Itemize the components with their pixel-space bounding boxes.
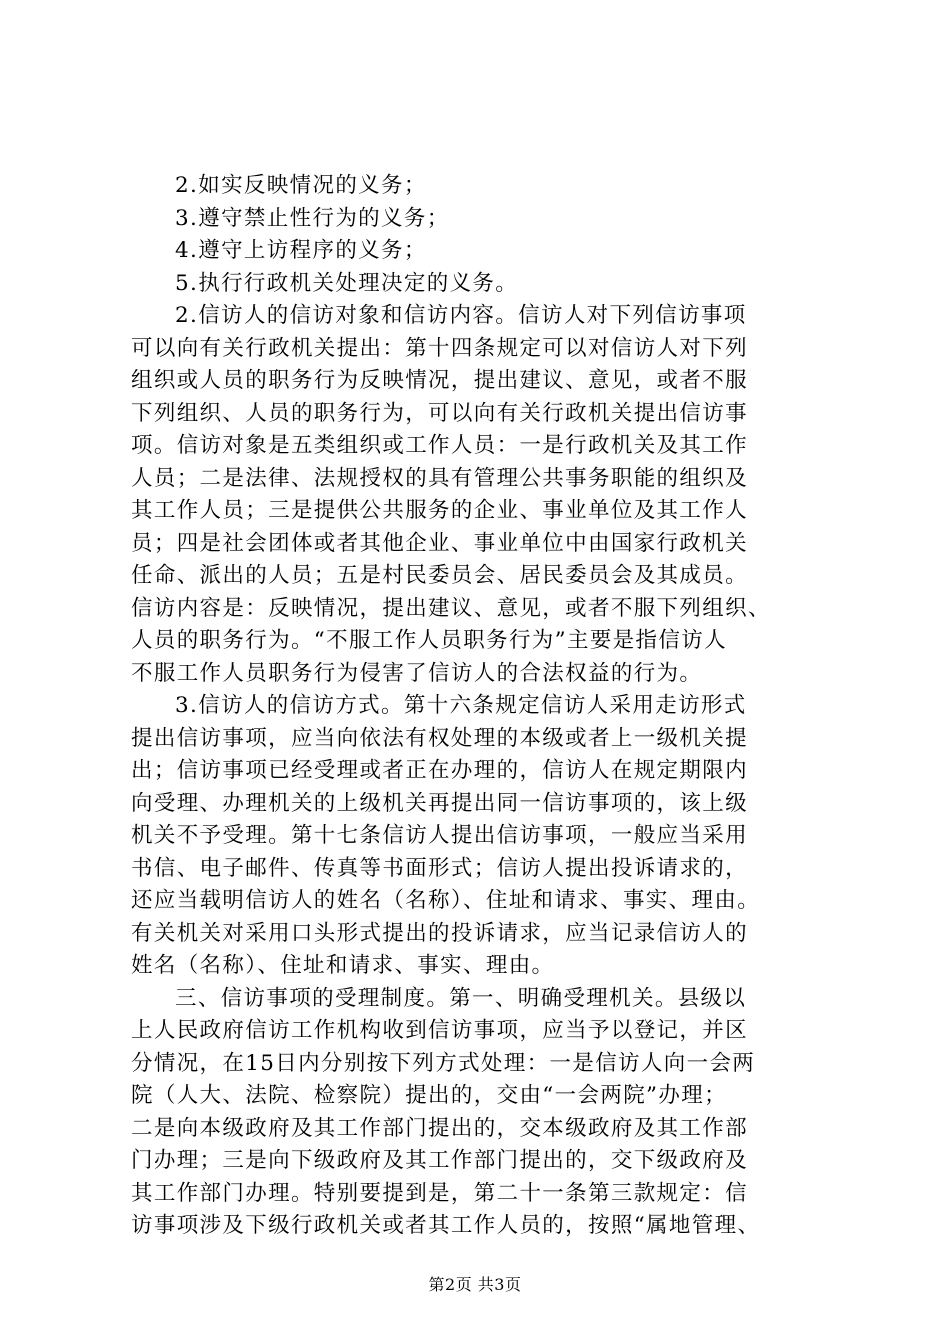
text-line: 院（人大、法院、检察院）提出的，交由“一会两院”办理；: [131, 1083, 727, 1108]
text-line: 门办理；三是向下级政府及其工作部门提出的，交下级政府及: [131, 1148, 748, 1173]
text-line: 项。信访对象是五类组织或工作人员：一是行政机关及其工作: [131, 433, 748, 458]
text-line: 组织或人员的职务行为反映情况，提出建议、意见，或者不服: [131, 368, 748, 393]
text-line: 还应当载明信访人的姓名（名称）、住址和请求、事实、理由。: [131, 888, 761, 913]
text-line: 其工作人员；三是提供公共服务的企业、事业单位及其工作人: [131, 498, 748, 523]
text-line: 有关机关对采用口头形式提出的投诉请求，应当记录信访人的: [131, 920, 748, 946]
text-line: 人员；二是法律、法规授权的具有管理公共事务职能的组织及: [131, 465, 748, 491]
document-body: [131, 170, 831, 1243]
text-line: 其工作部门办理。特别要提到是，第二十一条第三款规定：信: [131, 1180, 748, 1206]
text-line: 上人民政府信访工作机构收到信访事项，应当予以登记，并区: [131, 1018, 748, 1043]
text-line: 访事项涉及下级行政机关或者其工作人员的，按照“属地管理、: [131, 1213, 761, 1238]
text-line: 3.遵守禁止性行为的义务；: [175, 205, 450, 231]
text-line: 4.遵守上访程序的义务；: [175, 238, 427, 263]
text-line: 二是向本级政府及其工作部门提出的，交本级政府及其工作部: [131, 1115, 748, 1141]
text-line: 不服工作人员职务行为侵害了信访人的合法权益的行为。: [131, 660, 703, 686]
text-line: 三、信访事项的受理制度。第一、明确受理机关。县级以: [175, 985, 747, 1011]
text-line: 可以向有关行政机关提出：第十四条规定可以对信访人对下列: [131, 335, 748, 361]
text-line: 下列组织、人员的职务行为，可以向有关行政机关提出信访事: [131, 400, 748, 426]
text-line: 2.如实反映情况的义务；: [175, 173, 427, 198]
text-line: 5.执行行政机关处理决定的义务。: [175, 270, 519, 296]
text-line: 出；信访事项已经受理或者正在办理的，信访人在规定期限内: [131, 758, 748, 783]
text-line: 分情况，在15日内分别按下列方式处理：一是信访人向一会两: [131, 1050, 756, 1076]
page-footer: 第2页 共3页: [428, 1275, 522, 1294]
text-line: 书信、电子邮件、传真等书面形式；信访人提出投诉请求的，: [131, 855, 748, 881]
text-line: 提出信访事项，应当向依法有权处理的本级或者上一级机关提: [131, 725, 748, 751]
text-line: 2.信访人的信访对象和信访内容。信访人对下列信访事项: [175, 303, 747, 328]
text-line: 任命、派出的人员；五是村民委员会、居民委员会及其成员。: [131, 563, 748, 588]
text-line: 向受理、办理机关的上级机关再提出同一信访事项的，该上级: [131, 790, 748, 816]
text-line: 信访内容是：反映情况，提出建议、意见，或者不服下列组织、: [131, 595, 771, 621]
text-line: 员；四是社会团体或者其他企业、事业单位中由国家行政机关: [131, 530, 748, 556]
text-line: 姓名（名称）、住址和请求、事实、理由。: [131, 953, 555, 978]
text-line: 机关不予受理。第十七条信访人提出信访事项，一般应当采用: [131, 823, 748, 848]
text-line: 人员的职务行为。“不服工作人员职务行为”主要是指信访人: [131, 628, 727, 653]
text-line: 3.信访人的信访方式。第十六条规定信访人采用走访形式: [175, 693, 747, 718]
